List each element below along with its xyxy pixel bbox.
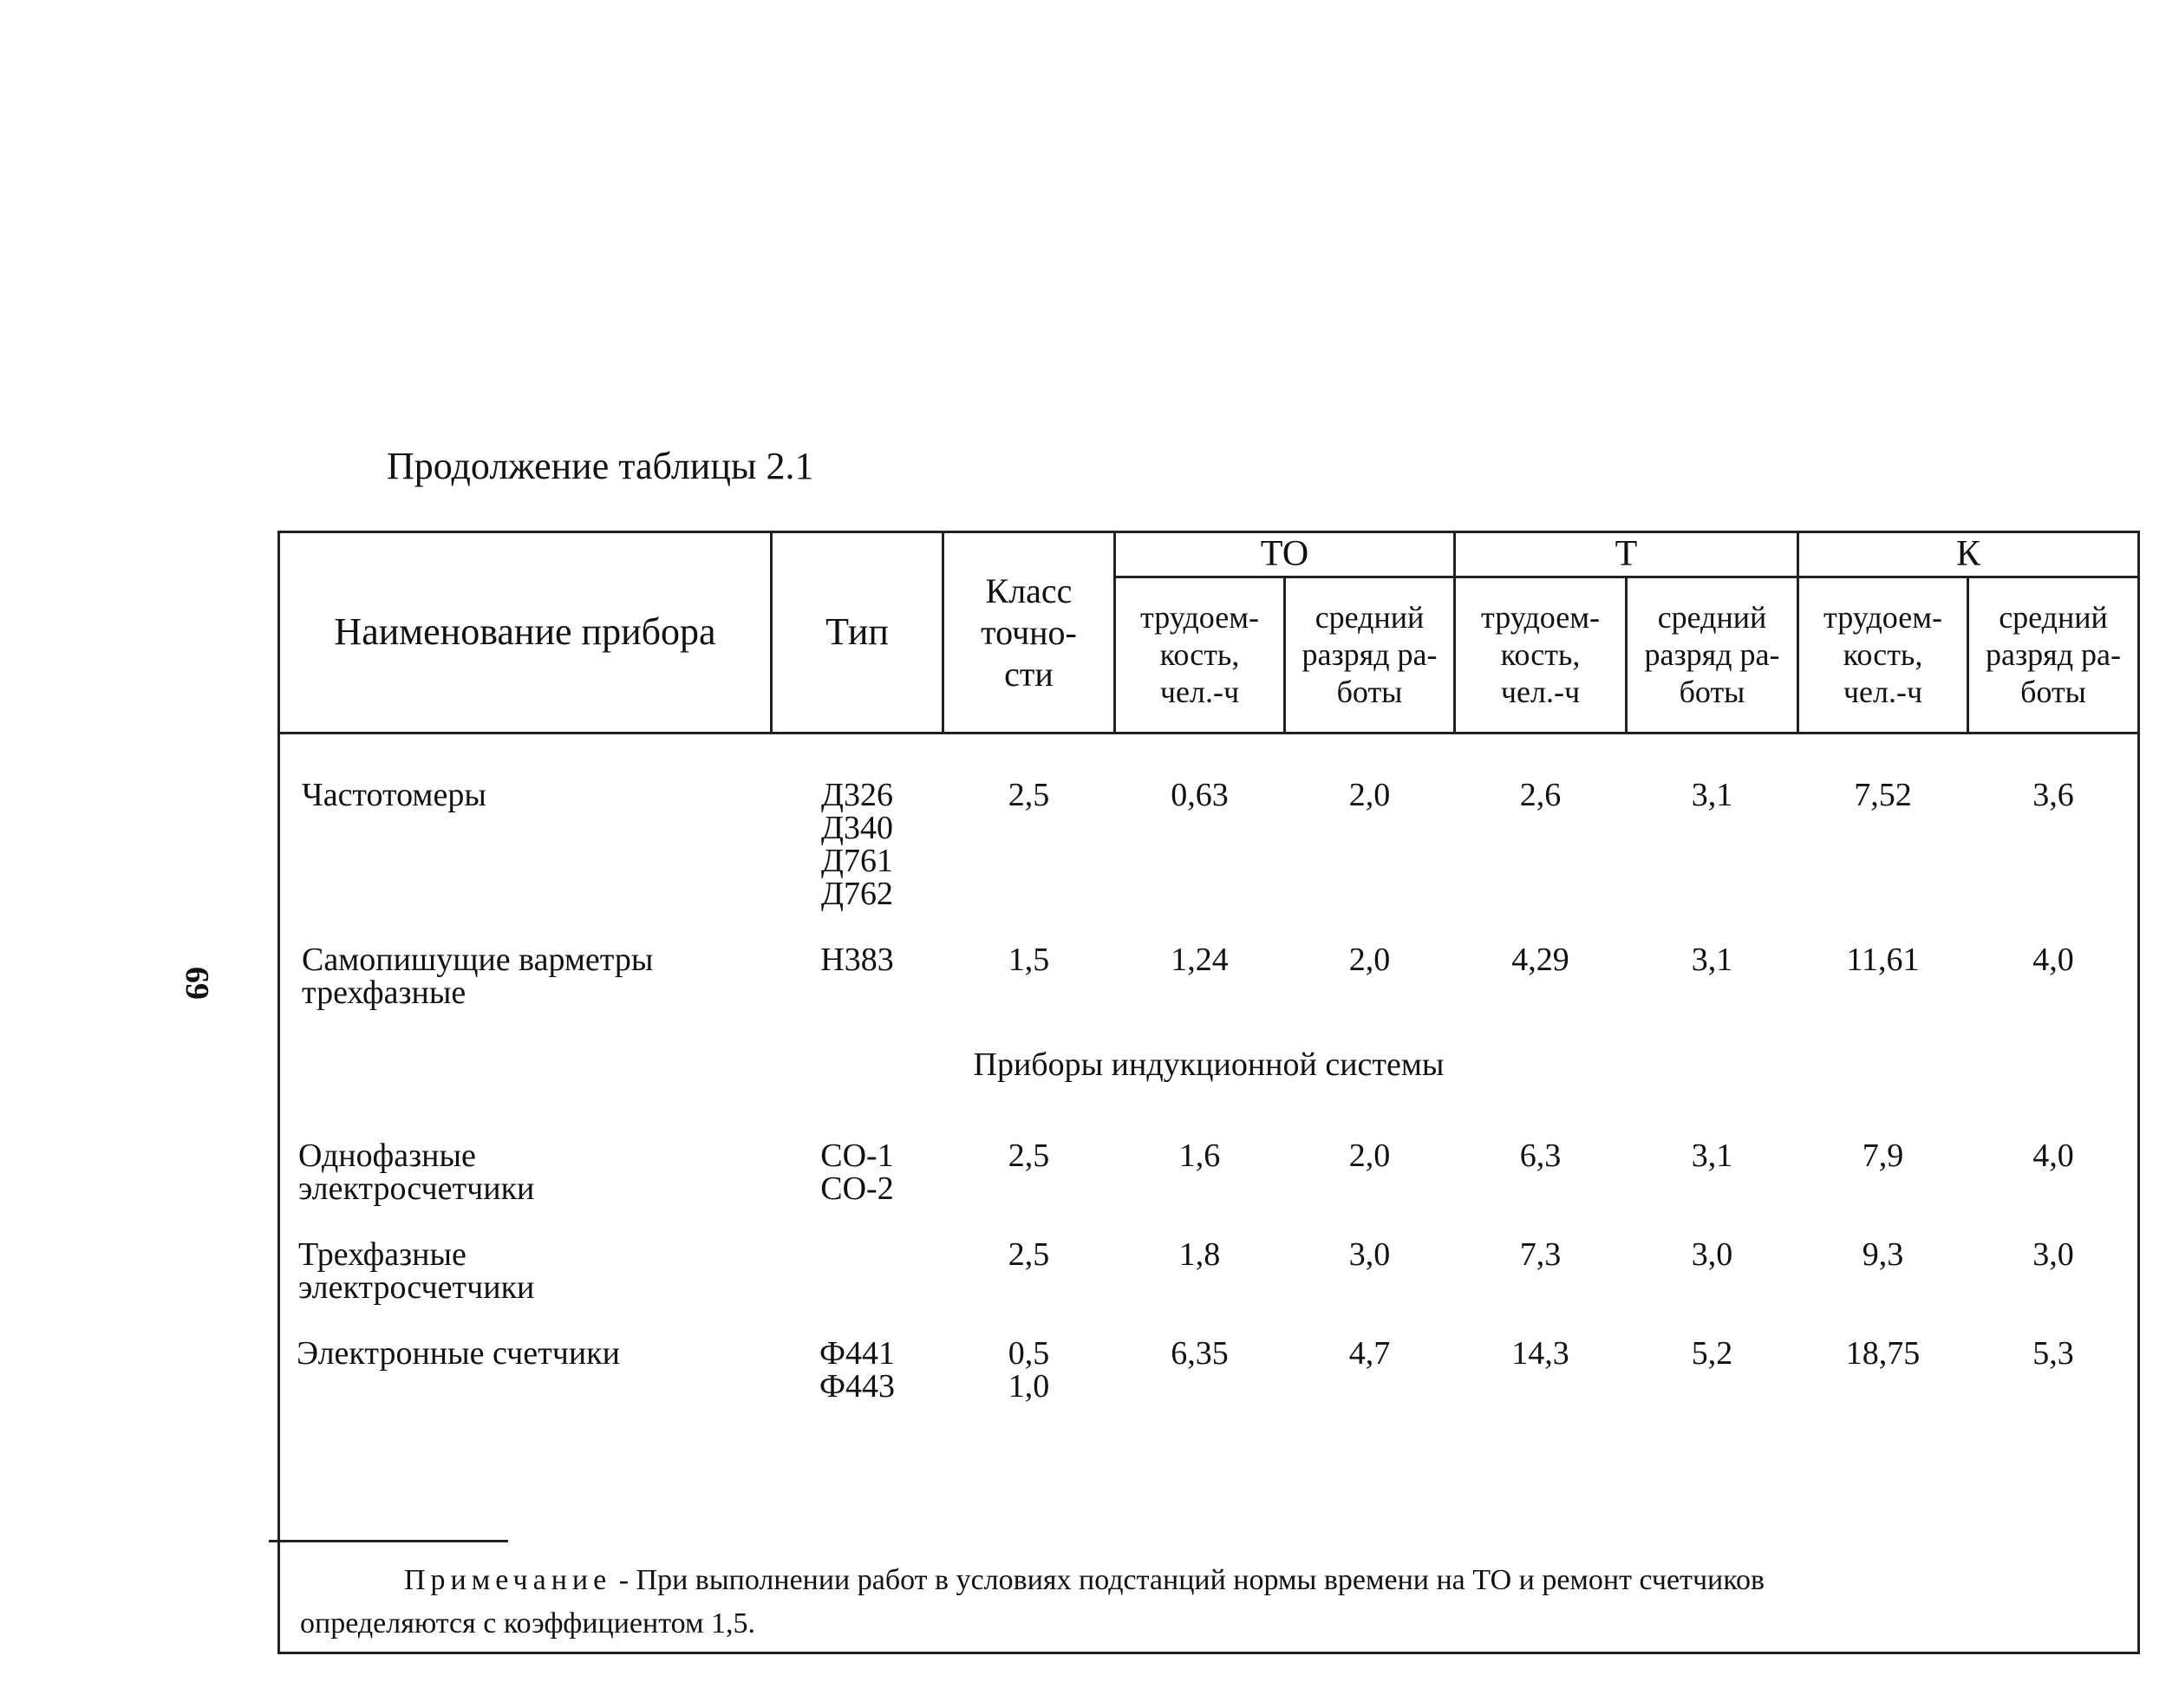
row-type: Н383 [820,942,894,978]
row-name: Частотомеры [302,777,486,813]
row-k-grade: 4,0 [2032,1138,2074,1174]
row-to-labor: 6,35 [1171,1335,1229,1372]
header-t-grade: средний разряд ра- боты [1644,599,1780,710]
row-t-labor: 2,6 [1519,777,1562,813]
header-k-labor: трудоем- кость, чел.-ч [1823,599,1942,710]
note-rule [269,1540,508,1542]
row-k-labor: 9,3 [1862,1236,1904,1273]
header-name: Наименование прибора [334,610,716,654]
row-type: СО-1 СО-2 [820,1138,894,1207]
row-t-grade: 3,1 [1691,1138,1733,1174]
header-t-labor: трудоем- кость, чел.-ч [1481,599,1600,710]
row-k-grade: 4,0 [2032,942,2074,978]
row-k-labor: 7,9 [1862,1138,1904,1174]
row-name: Трехфазные электросчетчики [298,1236,535,1306]
row-type: Ф441 Ф443 [819,1335,896,1405]
row-name: Однофазные электросчетчики [298,1138,535,1207]
row-accuracy: 2,5 [1008,777,1050,813]
header-to-labor: трудоем- кость, чел.-ч [1140,599,1259,710]
header-group-k: К [1955,533,1980,574]
note-text: - При выполнении работ в условиях подстанций нормы времени на ТО и ремонт счетчиков [611,1564,1765,1596]
row-k-grade: 3,6 [2032,777,2074,813]
row-accuracy: 0,5 1,0 [1008,1335,1050,1405]
row-t-labor: 7,3 [1519,1236,1562,1273]
row-to-labor: 0,63 [1171,777,1229,813]
row-t-labor: 6,3 [1519,1138,1562,1174]
row-to-grade: 4,7 [1348,1335,1391,1372]
header-type: Тип [825,610,889,654]
row-k-grade: 3,0 [2032,1236,2074,1273]
page-number: 69 [179,967,215,1000]
row-t-grade: 3,1 [1691,777,1733,813]
header-bottom-rule [277,732,2140,734]
row-t-grade: 3,1 [1691,942,1733,978]
row-to-labor: 1,8 [1178,1236,1221,1273]
table-caption: Продолжение таблицы 2.1 [387,445,814,487]
row-t-labor: 4,29 [1511,942,1569,978]
row-t-grade: 5,2 [1691,1335,1733,1372]
row-accuracy: 2,5 [1008,1138,1050,1174]
note-lead: Примечание [404,1564,612,1596]
row-accuracy: 1,5 [1008,942,1050,978]
row-t-labor: 14,3 [1511,1335,1569,1372]
row-to-grade: 2,0 [1348,942,1391,978]
row-t-grade: 3,0 [1691,1236,1733,1273]
row-k-grade: 5,3 [2032,1335,2074,1372]
header-group-to: ТО [1260,533,1309,574]
table-note [302,1559,2114,1646]
row-k-labor: 11,61 [1846,942,1920,978]
row-to-grade: 2,0 [1348,777,1391,813]
row-to-grade: 3,0 [1348,1236,1391,1273]
row-to-labor: 1,6 [1178,1138,1221,1174]
header-k-grade: средний разряд ра- боты [1985,599,2122,710]
row-name: Электронные счетчики [297,1335,620,1372]
row-name: Самопишущие варметры трехфазные [302,942,654,1011]
header-to-grade: средний разряд ра- боты [1302,599,1438,710]
row-k-labor: 7,52 [1854,777,1912,813]
row-type: Д326 Д340 Д761 Д762 [821,777,893,912]
row-accuracy: 2,5 [1008,1236,1050,1273]
header-group-t: Т [1615,533,1638,574]
row-to-labor: 1,24 [1171,942,1229,978]
header-accuracy: Класс точно- сти [981,571,1077,694]
row-k-labor: 18,75 [1845,1335,1921,1372]
section-title: Приборы индукционной системы [973,1046,1445,1083]
note-text-continued: определяются с коэффициентом 1,5. [300,1607,755,1640]
row-to-grade: 2,0 [1348,1138,1391,1174]
